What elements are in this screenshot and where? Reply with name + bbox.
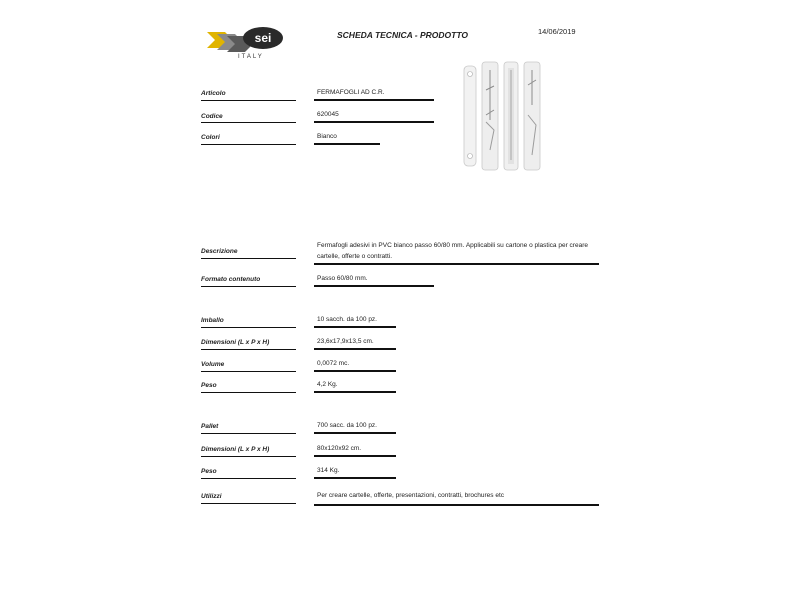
articolo-label-underline — [201, 100, 296, 101]
colori-value: Bianco — [317, 133, 337, 140]
volume-value-underline — [314, 370, 396, 372]
pallet-value: 700 sacc. da 100 pz. — [317, 422, 377, 429]
dimensioni-imballo-value: 23,6x17,9x13,5 cm. — [317, 338, 374, 345]
peso-pallet-value-underline — [314, 477, 396, 479]
articolo-value-underline — [314, 99, 434, 101]
formato-value-underline — [314, 285, 434, 287]
dimensioni-pallet-label-underline — [201, 456, 296, 457]
colori-label-underline — [201, 144, 296, 145]
formato-value: Passo 60/80 mm. — [317, 275, 368, 282]
peso-imballo-value-underline — [314, 391, 396, 393]
codice-value-underline — [314, 121, 434, 123]
utilizzi-value: Per creare cartelle, offerte, presentazioni, contratti, brochures etc — [317, 492, 505, 499]
imballo-value: 10 sacch. da 100 pz. — [317, 316, 377, 323]
product-image — [462, 60, 602, 175]
utilizzi-label-underline — [201, 503, 296, 504]
peso-imballo-label: Peso — [201, 382, 217, 389]
logo-subtitle: ITALY — [238, 54, 264, 60]
pallet-label: Pallet — [201, 423, 219, 430]
descrizione-value-line1: Fermafogli adesivi in PVC bianco passo 60/80 mm. Applicabili su cartone o plastica per creare — [317, 242, 588, 249]
descrizione-value-underline — [314, 263, 599, 265]
peso-pallet-value: 314 Kg. — [317, 467, 340, 474]
descrizione-label-underline — [201, 258, 296, 259]
formato-label-underline — [201, 286, 296, 287]
document-title: SCHEDA TECNICA - PRODOTTO — [337, 30, 468, 40]
codice-value: 620045 — [317, 111, 339, 118]
dimensioni-pallet-label: Dimensioni (L x P x H) — [201, 446, 270, 453]
pallet-label-underline — [201, 433, 296, 434]
dimensioni-pallet-value-underline — [314, 455, 396, 457]
colori-label: Colori — [201, 134, 220, 141]
descrizione-value-line2: cartelle, offerte o contratti. — [317, 253, 393, 260]
imballo-label-underline — [201, 327, 296, 328]
articolo-label: Articolo — [201, 90, 226, 97]
product-strip-3 — [504, 62, 518, 170]
product-strip-1 — [464, 66, 476, 166]
descrizione-label: Descrizione — [201, 248, 238, 255]
codice-label-underline — [201, 122, 296, 123]
pallet-value-underline — [314, 432, 396, 434]
volume-label: Volume — [201, 361, 225, 368]
articolo-value: FERMAFOGLI AD C.R. — [317, 89, 385, 96]
logo-text: sei — [254, 31, 272, 45]
utilizzi-value-underline — [314, 504, 599, 506]
dimensioni-imballo-value-underline — [314, 348, 396, 350]
peso-pallet-label-underline — [201, 478, 296, 479]
imballo-value-underline — [314, 326, 396, 328]
product-strip-2 — [482, 62, 498, 170]
volume-value: 0,0072 mc. — [317, 360, 350, 367]
imballo-label: Imballo — [201, 317, 224, 324]
volume-label-underline — [201, 371, 296, 372]
document-date: 14/06/2019 — [538, 27, 576, 36]
dimensioni-pallet-value: 80x120x92 cm. — [317, 445, 362, 452]
peso-imballo-value: 4,2 Kg. — [317, 381, 338, 388]
dimensioni-imballo-label-underline — [201, 349, 296, 350]
product-strip-4 — [524, 62, 540, 170]
peso-imballo-label-underline — [201, 392, 296, 393]
dimensioni-imballo-label: Dimensioni (L x P x H) — [201, 339, 270, 346]
colori-value-underline — [314, 143, 380, 145]
peso-pallet-label: Peso — [201, 468, 217, 475]
codice-label: Codice — [201, 113, 223, 120]
formato-label: Formato contenuto — [201, 276, 261, 283]
utilizzi-label: Utilizzi — [201, 493, 222, 500]
